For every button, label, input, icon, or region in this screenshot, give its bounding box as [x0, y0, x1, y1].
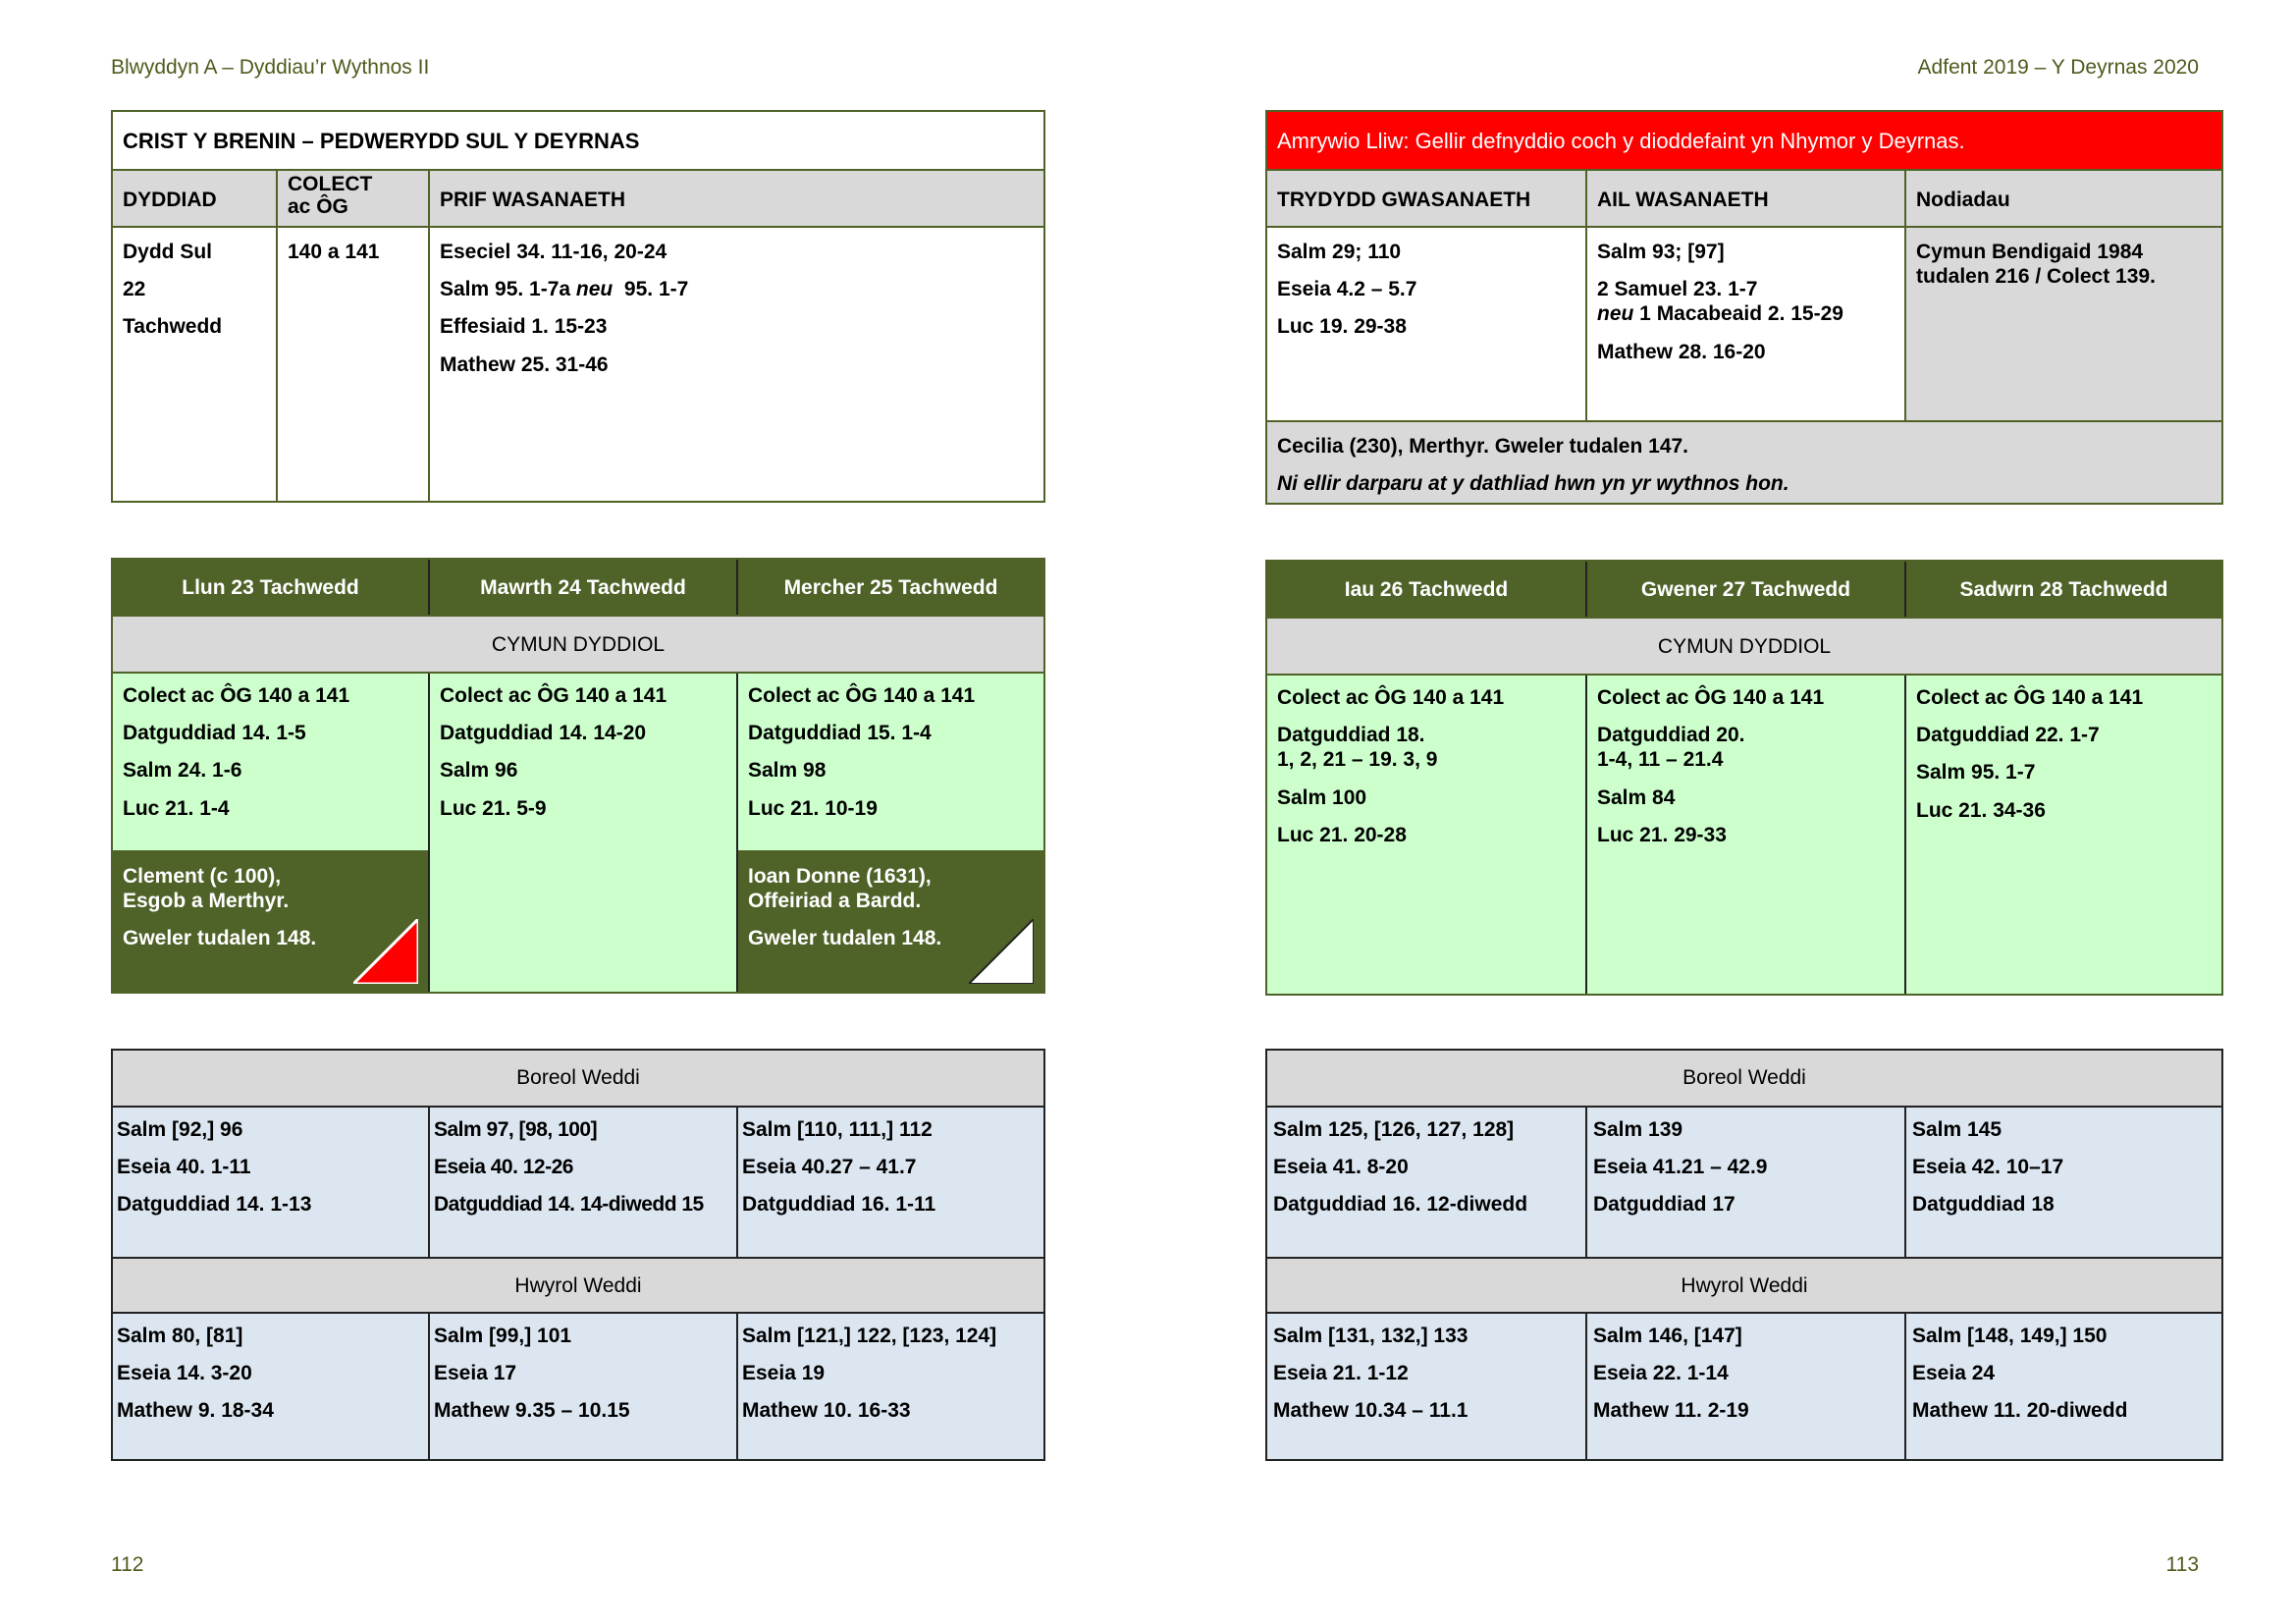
page-number-right: 113	[2165, 1553, 2199, 1576]
evening-prayer-saturday: Salm [148, 149,] 150 Eseia 24 Mathew 11. 20-diwedd	[1904, 1314, 2221, 1459]
evening-prayer-heading: Hwyrol Weddi	[113, 1257, 1043, 1312]
commemoration-cell: Cecilia (230), Merthyr. Gweler tudalen 147. Ni ellir darparu at y dathliad hwn yn yr wythnos hon.	[1267, 420, 2221, 503]
morning-prayer-heading-right: Boreol Weddi	[1267, 1051, 2221, 1106]
third-service-readings: Salm 29; 110 Eseia 4.2 – 5.7 Luc 19. 29-38	[1277, 241, 1417, 339]
sunday-table	[111, 110, 1045, 503]
saturday-readings: Colect ac ÔG 140 a 141 Datguddiad 22. 1-7 Salm 95. 1-7 Luc 21. 34-36	[1904, 676, 2221, 994]
evening-prayer-thursday: Salm [131, 132,] 133 Eseia 21. 1-12 Mathew 10.34 – 11.1	[1273, 1325, 1468, 1423]
sunday-date: Dydd Sul 22 Tachwedd	[123, 241, 223, 339]
sunday-services-table	[1265, 110, 2223, 505]
evening-prayer-monday: Salm 80, [81] Eseia 14. 3-20 Mathew 9. 18-34	[117, 1325, 274, 1423]
daily-eucharist-heading-right: CYMUN DYDDIOL	[1267, 617, 2221, 674]
morning-prayer-saturday: Salm 145 Eseia 42. 10–17 Datguddiad 18	[1904, 1108, 2221, 1257]
notes-cell: Cymun Bendigaid 1984 tudalen 216 / Colect 139.	[1904, 228, 2221, 420]
sunday-collect: 140 a 141	[276, 228, 428, 501]
tuesday-readings: Colect ac ÔG 140 a 141 Datguddiad 14. 14-20 Salm 96 Luc 21. 5-9	[428, 674, 736, 992]
red-liturgical-colour-icon	[353, 919, 418, 984]
evening-prayer-tuesday: Salm [99,] 101 Eseia 17 Mathew 9.35 – 10.15	[428, 1314, 736, 1459]
col-header-notes: Nodiadau	[1904, 171, 2221, 226]
morning-prayer-wednesday: Salm [110, 111,] 112 Eseia 40.27 – 41.7 Datguddiad 16. 1-11	[736, 1108, 1043, 1257]
col-header-third-service: TRYDYDD GWASANAETH	[1277, 189, 1531, 211]
evening-prayer-heading-right: Hwyrol Weddi	[1267, 1257, 2221, 1312]
morning-prayer-friday: Salm 139 Eseia 41.21 – 42.9 Datguddiad 17	[1585, 1108, 1904, 1257]
daily-offices-right	[1265, 1049, 2223, 1461]
col-header-main-service: PRIF WASANAETH	[428, 171, 1043, 226]
daily-offices-left	[111, 1049, 1045, 1461]
second-service-readings: Salm 93; [97] 2 Samuel 23. 1-7 neu 1 Macabeaid 2. 15-29 Mathew 28. 16-20	[1585, 228, 1904, 420]
morning-prayer-heading: Boreol Weddi	[113, 1051, 1043, 1106]
wednesday-readings: Colect ac ÔG 140 a 141 Datguddiad 15. 1-4 Salm 98 Luc 21. 10-19	[738, 674, 1043, 850]
colour-variation-banner: Amrywio Lliw: Gellir defnyddio coch y dioddefaint yn Nhymor y Deyrnas.	[1267, 112, 2221, 169]
monday-readings: Colect ac ÔG 140 a 141 Datguddiad 14. 1-5 Salm 24. 1-6 Luc 21. 1-4	[113, 674, 428, 850]
day-header-friday: Gwener 27 Tachwedd	[1585, 562, 1904, 617]
morning-prayer-thursday: Salm 125, [126, 127, 128] Eseia 41. 8-20 Datguddiad 16. 12-diwedd	[1273, 1118, 1528, 1217]
thursday-readings: Colect ac ÔG 140 a 141 Datguddiad 18. 1, 2, 21 – 19. 3, 9 Salm 100 Luc 21. 20-28	[1267, 676, 1585, 994]
evening-prayer-wednesday: Salm [121,] 122, [123, 124] Eseia 19 Mathew 10. 16-33	[736, 1314, 1043, 1459]
saint-john-donne: Ioan Donne (1631), Offeiriad a Bardd. Gweler tudalen 148.	[738, 850, 1043, 992]
day-header-wednesday: Mercher 25 Tachwedd	[736, 560, 1043, 615]
running-header-left: Blwyddyn A – Dyddiau’r Wythnos II	[111, 56, 430, 79]
weekday-table-right	[1265, 560, 2223, 996]
evening-prayer-friday: Salm 146, [147] Eseia 22. 1-14 Mathew 11. 2-19	[1585, 1314, 1904, 1459]
day-header-monday: Llun 23 Tachwedd	[113, 560, 428, 615]
day-header-thursday: Iau 26 Tachwedd	[1267, 562, 1585, 617]
daily-eucharist-heading: CYMUN DYDDIOL	[113, 615, 1043, 672]
sunday-readings: Eseciel 34. 11-16, 20-24 Salm 95. 1-7a neu 95. 1-7 Effesiaid 1. 15-23 Mathew 25. 31-46	[428, 228, 1043, 501]
weekday-table-left	[111, 558, 1045, 994]
col-header-second-service: AIL WASANAETH	[1585, 171, 1904, 226]
saint-clement: Clement (c 100), Esgob a Merthyr. Gweler tudalen 148.	[113, 850, 428, 992]
running-header-right: Adfent 2019 – Y Deyrnas 2020	[1917, 56, 2199, 79]
day-header-saturday: Sadwrn 28 Tachwedd	[1904, 562, 2221, 617]
day-header-tuesday: Mawrth 24 Tachwedd	[428, 560, 736, 615]
morning-prayer-tuesday: Salm 97, [98, 100] Eseia 40. 12-26 Datguddiad 14. 14-diwedd 15	[428, 1108, 736, 1257]
col-header-collect: COLECT ac ÔG	[276, 171, 428, 226]
white-liturgical-colour-icon	[969, 919, 1034, 984]
page-number-left: 112	[111, 1553, 144, 1576]
col-header-date: DYDDIAD	[123, 189, 217, 211]
morning-prayer-monday: Salm [92,] 96 Eseia 40. 1-11 Datguddiad 14. 1-13	[117, 1118, 312, 1217]
friday-readings: Colect ac ÔG 140 a 141 Datguddiad 20. 1-4, 11 – 21.4 Salm 84 Luc 21. 29-33	[1585, 676, 1904, 994]
sunday-title: CRIST Y BRENIN – PEDWERYDD SUL Y DEYRNAS	[123, 129, 640, 153]
